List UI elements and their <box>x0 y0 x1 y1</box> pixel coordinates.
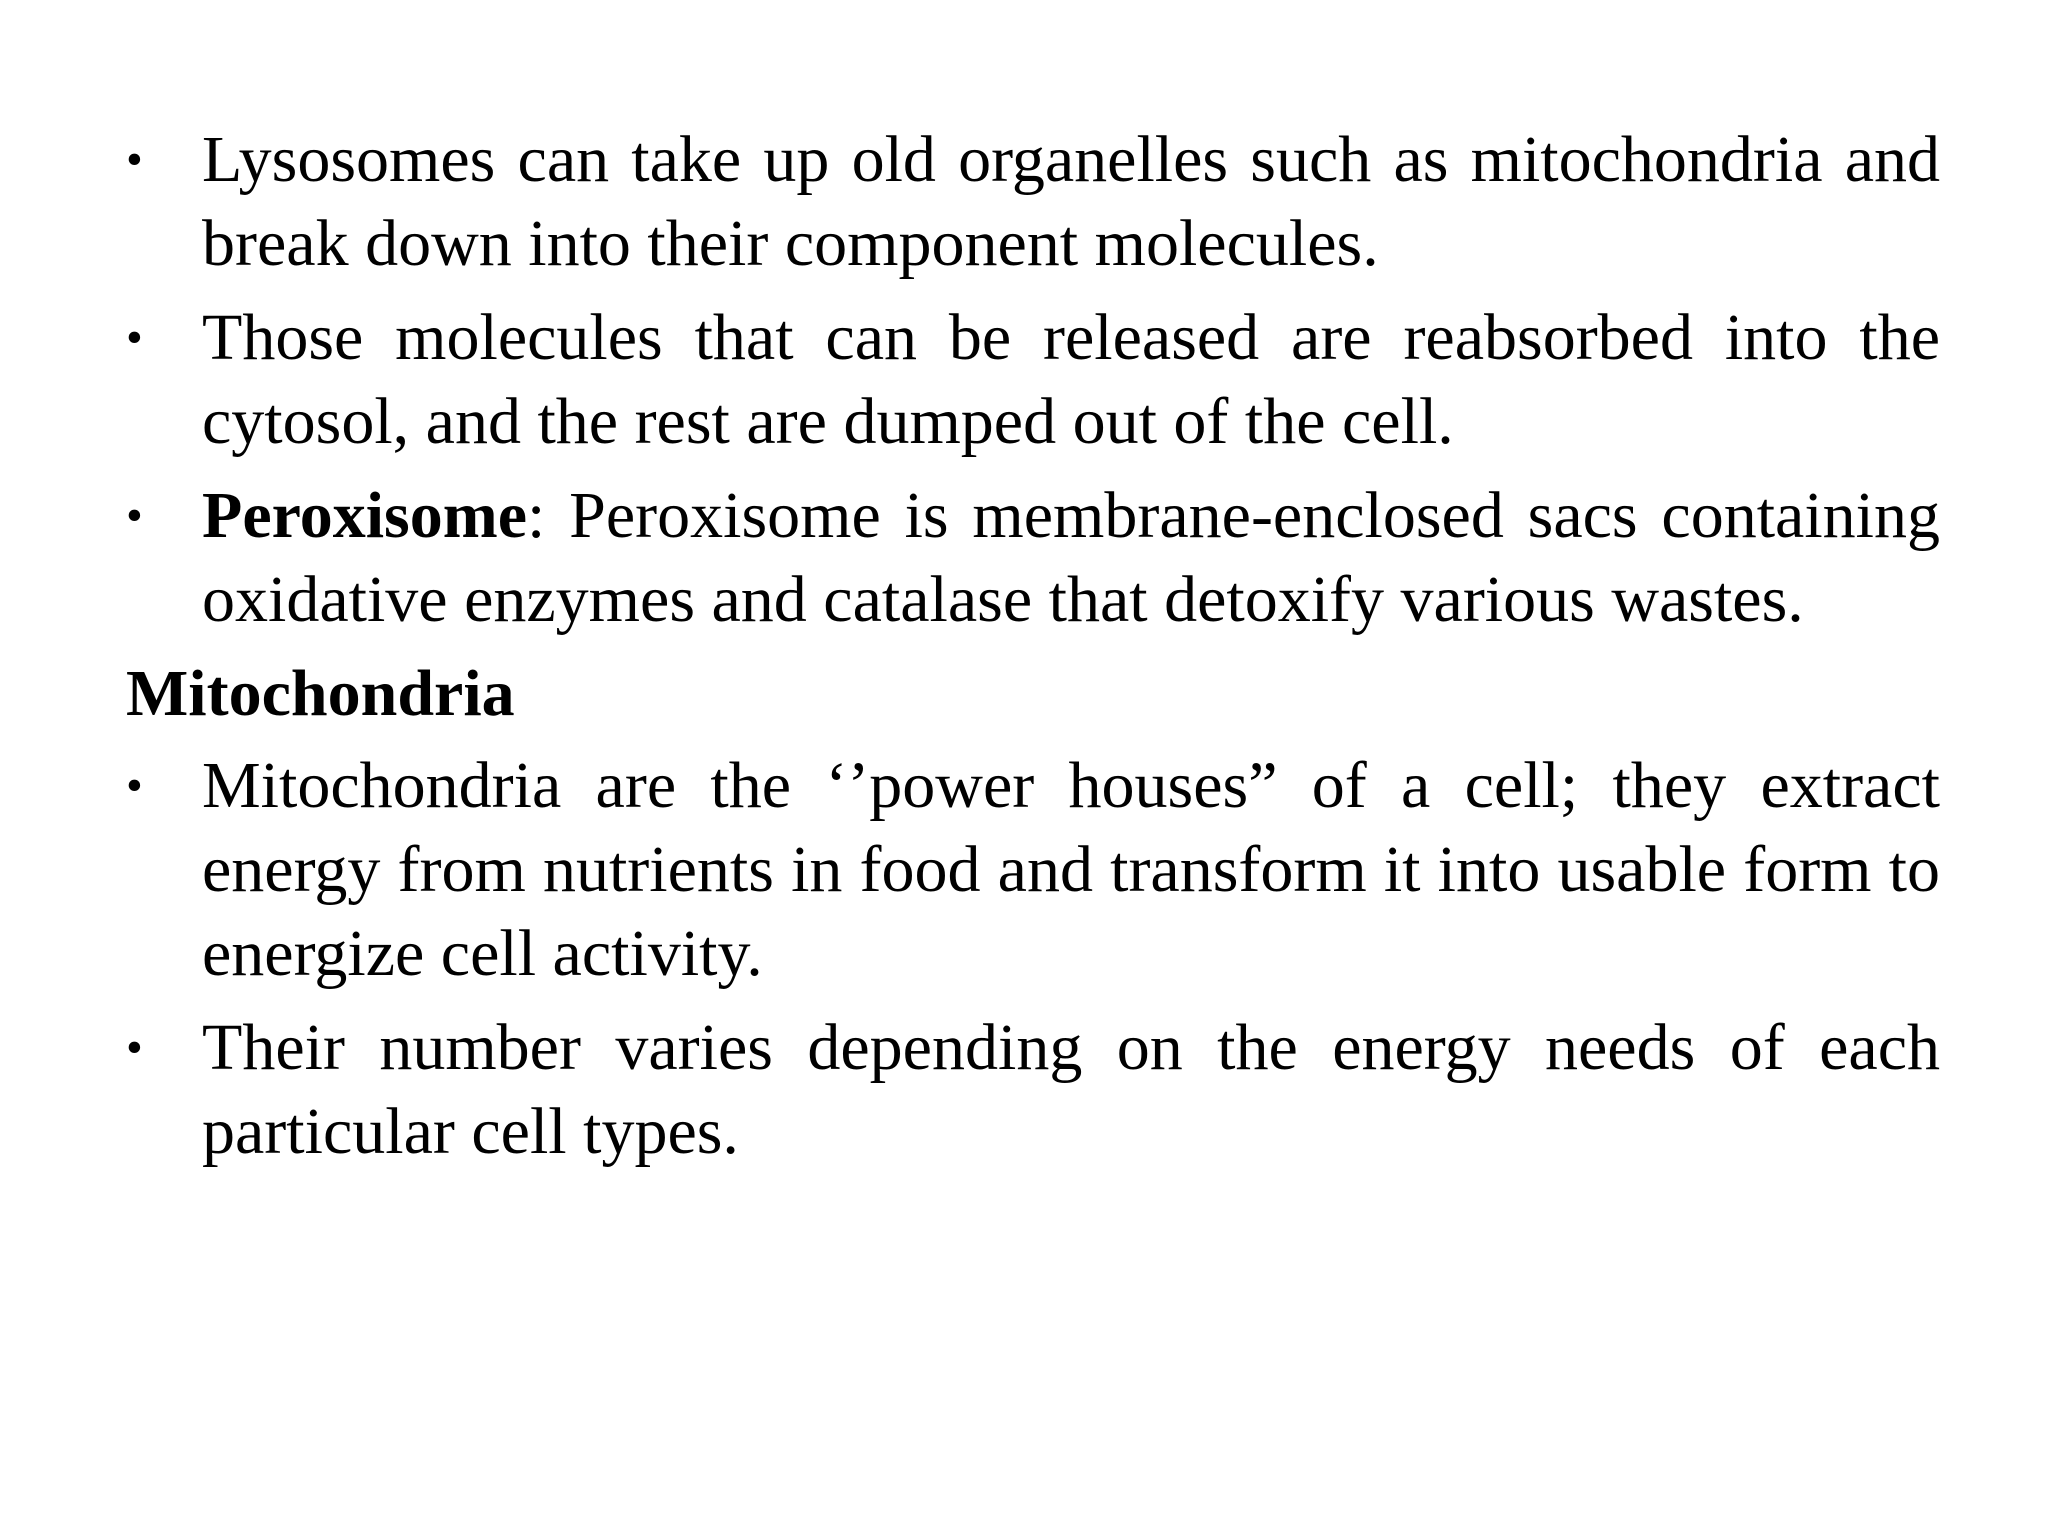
bullet-item <box>126 744 1940 996</box>
bullet-text: Lysosomes can take up old organelles such as mitochondria and break down into their component molecules. <box>202 123 1940 280</box>
slide-content <box>126 118 1940 1184</box>
bullet-item <box>126 296 1940 464</box>
bullet-text: Peroxisome is membrane-enclosed sacs containing oxidative enzymes and catalase that detoxify various wastes. <box>202 479 1940 636</box>
section-heading-mitochondria: Mitochondria <box>126 657 515 730</box>
bullet-list-lysosomes <box>126 118 1940 642</box>
bullet-icon: • <box>126 759 143 812</box>
bullet-item <box>126 118 1940 286</box>
bullet-text: Mitochondria are the ‘’power houses” of a cell; they extract energy from nutrients in food and transform it into usable form to energize cell activity. <box>202 749 1940 990</box>
bullet-icon: • <box>126 1021 143 1074</box>
bullet-item <box>126 1006 1940 1174</box>
bullet-item-peroxisome <box>126 474 1940 642</box>
term-peroxisome: Peroxisome <box>202 479 528 552</box>
bullet-list-mitochondria <box>126 744 1940 1174</box>
bullet-icon: • <box>126 133 143 186</box>
term-separator: : <box>527 479 546 552</box>
bullet-text: Their number varies depending on the energy needs of each particular cell types. <box>202 1011 1940 1168</box>
bullet-icon: • <box>126 311 143 364</box>
bullet-text: Those molecules that can be released are reabsorbed into the cytosol, and the rest are dumped out of the cell. <box>202 301 1940 458</box>
bullet-icon: • <box>126 489 143 542</box>
